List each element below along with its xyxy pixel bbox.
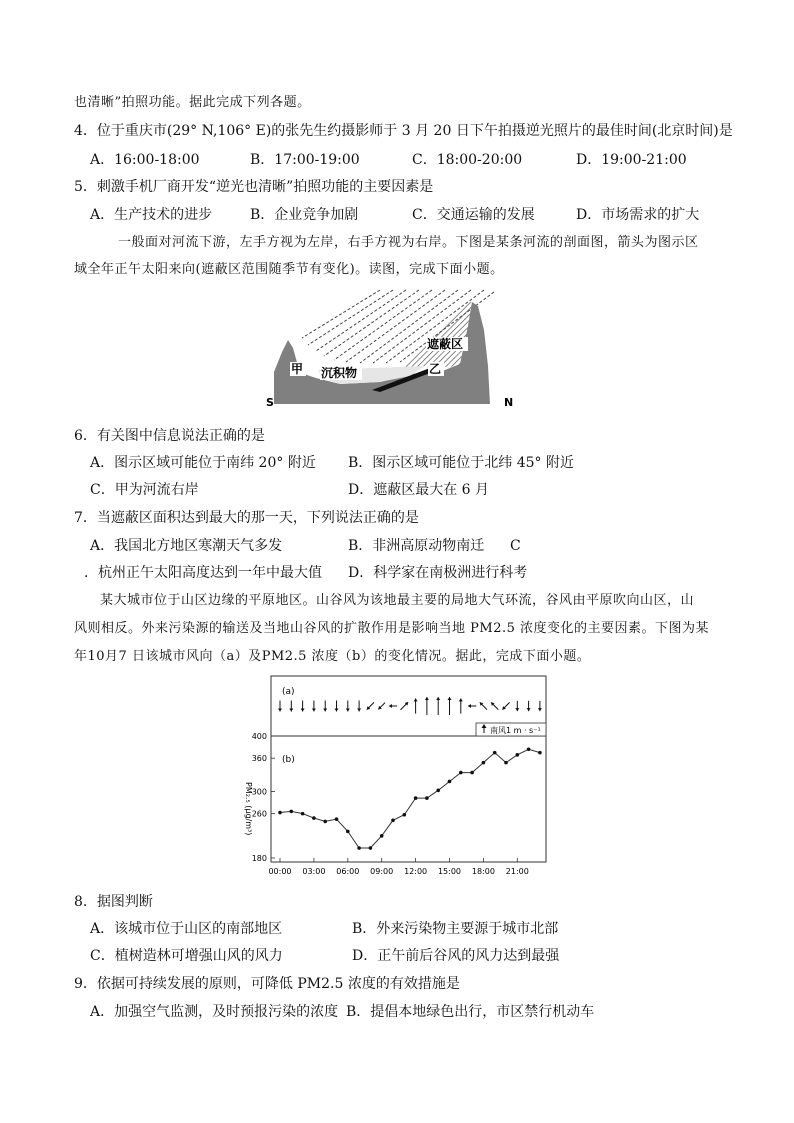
q5-option-d: D．市场需求的扩大 xyxy=(576,207,700,223)
wind-arrow-head xyxy=(312,709,316,712)
x-tick-label: 21:00 xyxy=(505,867,529,876)
q4-option-d: D．19:00-21:00 xyxy=(576,152,687,168)
x-tick-label: 06:00 xyxy=(336,867,360,876)
wind-arrows xyxy=(278,697,542,715)
q7-option-a: A．我国北方地区寒潮天气多发 xyxy=(90,538,283,554)
q4-option-b: B．17:00-19:00 xyxy=(250,152,360,168)
q6-option-b: B．图示区域可能位于北纬 45° 附近 xyxy=(348,455,575,471)
x-tick-label: 00:00 xyxy=(268,867,292,876)
pm25-point xyxy=(459,771,463,775)
q8-option-a: A．该城市位于山区的南部地区 xyxy=(90,921,283,937)
pm25-point xyxy=(278,811,282,815)
pm25-point xyxy=(357,846,361,850)
pm25-point xyxy=(436,789,440,793)
q4-option-a: A．16:00-18:00 xyxy=(90,152,200,168)
q7-option-d: D．科学家在南极洲进行科考 xyxy=(348,565,528,581)
x-tick-label: 09:00 xyxy=(370,867,394,876)
pm25-point xyxy=(369,846,373,850)
pm25-point xyxy=(504,761,508,765)
pm25-point xyxy=(380,834,384,838)
q6-option-c: C．甲为河流右岸 xyxy=(90,482,199,498)
y-ticks xyxy=(252,732,275,863)
q4-option-c: C．18:00-20:00 xyxy=(412,152,523,168)
pm25-point xyxy=(470,771,474,775)
pm25-point xyxy=(516,753,520,757)
wind-pm25-chart xyxy=(236,672,556,880)
wind-arrow-head xyxy=(515,708,519,711)
pm25-point xyxy=(403,813,407,817)
wind-legend-label: 南风1 m · s⁻¹ xyxy=(490,726,541,735)
wind-arrow-head xyxy=(459,698,463,701)
q9-option-b: B．提倡本地绿色出行，市区禁行机动车 xyxy=(346,1004,595,1020)
passage3-line3: 年10月7 日该城市风向（a）及PM2.5 浓度（b）的变化情况。据此，完成下面小题。 xyxy=(74,649,591,664)
pm25-point xyxy=(346,830,350,834)
x-tick-label: 18:00 xyxy=(471,867,495,876)
intro-tail-text: 也清晰”拍照功能。据此完成下列各题。 xyxy=(74,95,311,110)
label-yi: 乙 xyxy=(429,362,442,376)
wind-arrow-head xyxy=(448,697,452,700)
wind-arrow-head xyxy=(346,709,350,712)
q7-option-c-letter: C xyxy=(510,538,521,554)
q8-option-b: B．外来污染物主要源于城市北部 xyxy=(352,921,559,937)
wind-arrow-head xyxy=(538,708,542,711)
pm25-line xyxy=(280,749,540,848)
y-axis-label: PM₂.₅ (μg/m³) xyxy=(244,782,253,836)
q5-option-b: B．企业竞争加剧 xyxy=(250,207,359,223)
pm25-point xyxy=(391,818,395,822)
x-ticks xyxy=(268,858,528,876)
pm25-point xyxy=(493,751,497,755)
q6-option-a: A．图示区域可能位于南纬 20° 附近 xyxy=(90,455,316,471)
label-shade-zone: 遮蔽区 xyxy=(427,337,464,351)
y-tick-label: 400 xyxy=(251,732,267,741)
wind-arrow-head xyxy=(414,698,418,701)
q8-option-c: C．植树造林可增强山风的风力 xyxy=(90,948,283,964)
panel-b-label: (b) xyxy=(282,755,295,765)
river-cross-section-figure xyxy=(260,286,530,408)
label-south: S xyxy=(266,396,274,408)
wind-arrow-head xyxy=(301,709,305,712)
passage3-line2: 风则相反。外来污染源的输送及当地山谷风的扩散作用是影响当地 PM2.5 浓度变化的主要因素。下图为某 xyxy=(74,621,709,636)
pm25-point xyxy=(482,761,486,765)
passage2-line1: 一般面对河流下游，左手方视为左岸，右手方视为右岸。下图是某条河流的剖面图，箭头为图示区 xyxy=(118,235,699,250)
q6-option-d: D．遮蔽区最大在 6 月 xyxy=(348,482,490,498)
q8-option-d: D．正午前后谷风的风力达到最强 xyxy=(352,948,560,964)
pm25-point xyxy=(312,816,316,820)
pm25-point xyxy=(414,796,418,800)
wind-arrow-head xyxy=(389,704,392,708)
passage3-line1: 某大城市位于山区边缘的平原地区。山谷风为该地最主要的局地大气环流，谷风由平原吹向山区，山 xyxy=(100,593,695,608)
q5-option-a: A．生产技术的进步 xyxy=(90,207,213,223)
wind-arrow-head xyxy=(278,709,282,712)
q7-option-b: B．非洲高原动物南迁 xyxy=(348,538,485,554)
wind-arrow-head xyxy=(357,709,361,712)
q7-stem: 7．当遮蔽区面积达到最大的那一天，下列说法正确的是 xyxy=(74,510,419,526)
pm25-point xyxy=(538,751,542,755)
wind-arrow-head xyxy=(323,709,327,712)
y-tick-label: 260 xyxy=(251,809,267,819)
chart-frame xyxy=(271,676,546,862)
q5-option-c: C．交通运输的发展 xyxy=(412,207,535,223)
label-sediment: 沉积物 xyxy=(321,366,358,380)
q9-option-a: A．加强空气监测，及时预报污染的浓度 xyxy=(90,1004,339,1020)
passage2-line2: 域全年正午太阳来向(遮蔽区范围随季节有变化)。读图，完成下面小题。 xyxy=(74,262,504,277)
panel-a-label: (a) xyxy=(282,687,295,697)
q7-option-c-text: ．杭州正午太阳高度达到一年中最大值 xyxy=(84,565,322,581)
pm25-point xyxy=(448,780,452,784)
pm25-point xyxy=(527,748,531,752)
y-tick-label: 180 xyxy=(251,854,267,863)
q4-stem: 4．位于重庆市(29° N,106° E)的张先生约摄影师于 3 月 20 日下午拍摄逆光照片的最佳时间(北京时间)是 xyxy=(74,123,733,139)
pm25-point xyxy=(335,817,339,821)
label-jia: 甲 xyxy=(291,362,304,376)
wind-arrow-head xyxy=(335,709,339,712)
wind-arrow-head xyxy=(527,708,531,711)
y-tick-label: 360 xyxy=(251,754,267,764)
x-tick-label: 15:00 xyxy=(437,867,462,876)
q8-stem: 8．据图判断 xyxy=(74,894,153,910)
wind-arrow-head xyxy=(436,697,440,700)
x-tick-label: 12:00 xyxy=(404,867,428,876)
pm25-point xyxy=(425,796,429,800)
wind-arrow-head xyxy=(289,709,293,712)
x-tick-label: 03:00 xyxy=(302,867,326,876)
q5-stem: 5．刺激手机厂商开发“逆光也清晰”拍照功能的主要因素是 xyxy=(74,179,434,195)
pm25-point xyxy=(301,812,305,816)
y-tick-label: 300 xyxy=(251,787,267,797)
q9-stem: 9．依据可持续发展的原则，可降低 PM2.5 浓度的有效措施是 xyxy=(74,976,460,992)
pm25-point xyxy=(290,810,294,814)
pm25-point xyxy=(323,820,327,824)
wind-arrow-head xyxy=(468,704,471,708)
pm25-points xyxy=(278,748,542,850)
label-north: N xyxy=(504,396,514,408)
wind-arrow-head xyxy=(425,697,429,700)
q6-stem: 6．有关图中信息说法正确的是 xyxy=(74,428,265,444)
